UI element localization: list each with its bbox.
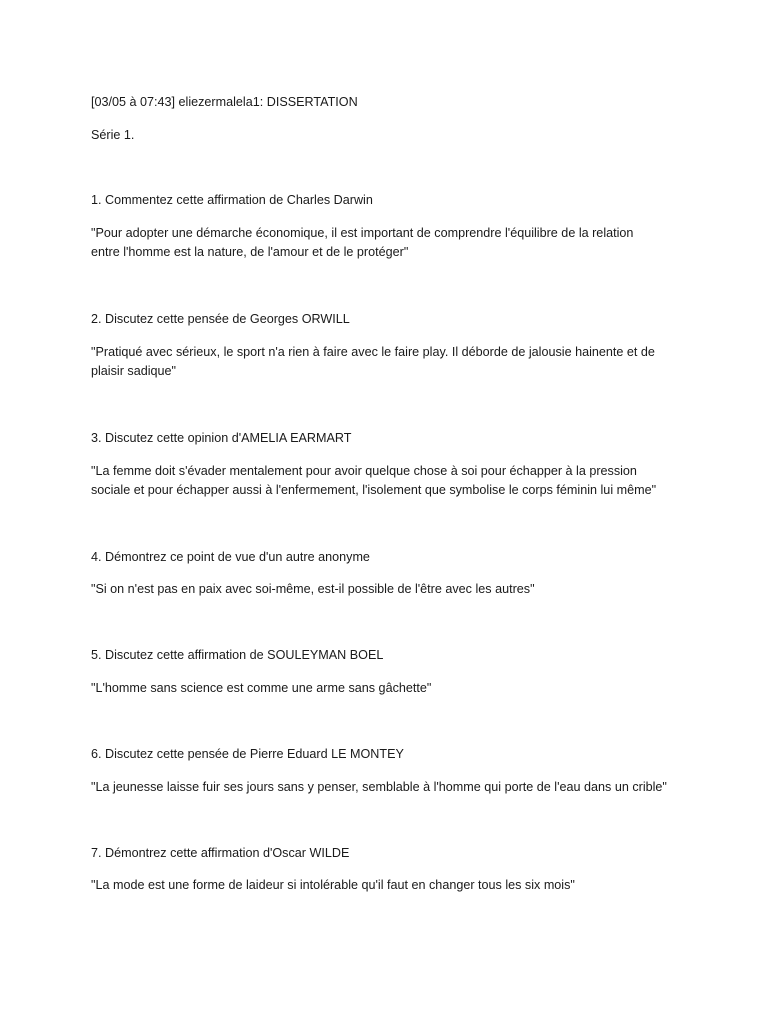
question-2-quote-line-1: "Pratiqué avec sérieux, le sport n'a rien à faire avec le faire play. Il déborde de jalousie hainente et de xyxy=(91,345,655,359)
question-7-heading: 7. Démontrez cette affirmation d'Oscar WILDE xyxy=(91,846,350,860)
question-3-quote-line-1: "La femme doit s'évader mentalement pour avoir quelque chose à soi pour échapper à la pression xyxy=(91,464,637,478)
question-2-heading: 2. Discutez cette pensée de Georges ORWILL xyxy=(91,312,350,326)
question-4-quote-line-1: "Si on n'est pas en paix avec soi-même, est-il possible de l'être avec les autres" xyxy=(91,582,535,596)
question-6-quote-line-1: "La jeunesse laisse fuir ses jours sans y penser, semblable à l'homme qui porte de l'eau dans un crible" xyxy=(91,780,667,794)
question-5-quote-line-1: "L'homme sans science est comme une arme sans gâchette" xyxy=(91,681,432,695)
document-header: [03/05 à 07:43] eliezermalela1: DISSERTATION xyxy=(91,95,358,109)
question-5-heading: 5. Discutez cette affirmation de SOULEYMAN BOEL xyxy=(91,648,384,662)
question-3-heading: 3. Discutez cette opinion d'AMELIA EARMART xyxy=(91,431,352,445)
question-2-quote-line-2: plaisir sadique" xyxy=(91,364,176,378)
question-7-quote-line-1: "La mode est une forme de laideur si intolérable qu'il faut en changer tous les six mois" xyxy=(91,878,575,892)
question-3-quote-line-2: sociale et pour échapper aussi à l'enfermement, l'isolement que symbolise le corps féminin lui même" xyxy=(91,483,657,497)
question-1-heading: 1. Commentez cette affirmation de Charles Darwin xyxy=(91,193,373,207)
question-4-heading: 4. Démontrez ce point de vue d'un autre anonyme xyxy=(91,550,370,564)
question-1-quote-line-1: "Pour adopter une démarche économique, il est important de comprendre l'équilibre de la relation xyxy=(91,226,634,240)
question-6-heading: 6. Discutez cette pensée de Pierre Eduard LE MONTEY xyxy=(91,747,404,761)
series-label: Série 1. xyxy=(91,128,135,142)
question-1-quote-line-2: entre l'homme est la nature, de l'amour et de le protéger" xyxy=(91,245,409,259)
